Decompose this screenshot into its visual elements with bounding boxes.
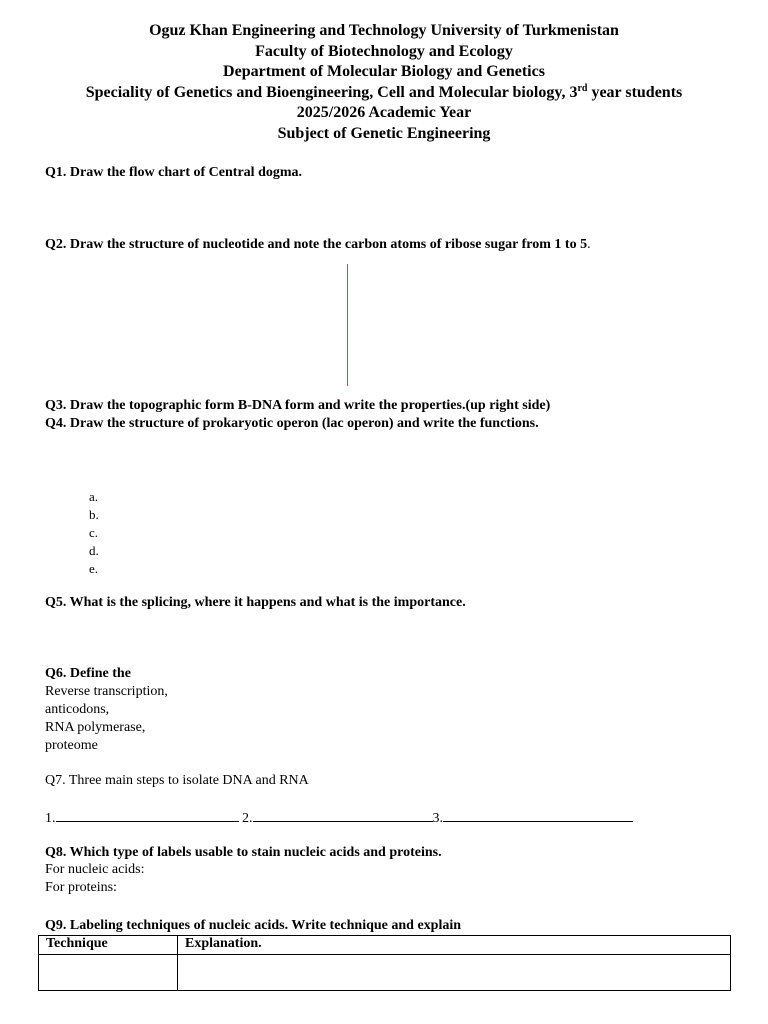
academic-year: 2025/2026 Academic Year xyxy=(296,104,472,122)
question-4-answer-list xyxy=(89,488,99,578)
question-3: Q3. Draw the topographic form B-DNA form and write the properties.(up right side) xyxy=(45,398,551,413)
question-2-period: . xyxy=(587,237,591,252)
answer-blank-3[interactable] xyxy=(443,809,633,822)
term-item: proteome xyxy=(45,738,98,753)
column-header-explanation: Explanation. xyxy=(178,936,731,955)
question-2 xyxy=(45,237,591,253)
department-name: Department of Molecular Biology and Genetics xyxy=(223,63,545,81)
question-6-terms xyxy=(45,683,168,755)
speciality-suffix: year students xyxy=(587,83,683,101)
labeling-techniques-table xyxy=(38,935,731,991)
question-8-nucleic-acids: For nucleic acids: xyxy=(45,862,145,877)
question-9: Q9. Labeling techniques of nucleic acids. Write technique and explain xyxy=(45,918,462,933)
question-2-text: Q2. Draw the structure of nucleotide and note the carbon atoms of ribose sugar from 1 to 5 xyxy=(45,237,588,252)
list-item: d. xyxy=(89,543,99,558)
explanation-cell[interactable] xyxy=(178,955,731,991)
question-7-blanks xyxy=(45,809,633,827)
speciality-line xyxy=(0,83,768,104)
column-header-technique: Technique xyxy=(39,936,178,955)
question-6: Q6. Define the xyxy=(45,666,131,681)
list-item: e. xyxy=(89,561,99,576)
blank-label-1: 1. xyxy=(45,811,56,826)
question-4: Q4. Draw the structure of prokaryotic operon (lac operon) and write the functions. xyxy=(45,416,539,431)
question-5: Q5. What is the splicing, where it happens and what is the importance. xyxy=(45,595,466,610)
term-item: Reverse transcription, xyxy=(45,684,168,699)
question-7: Q7. Three main steps to isolate DNA and RNA xyxy=(45,773,309,788)
technique-cell[interactable] xyxy=(39,955,178,991)
exam-header xyxy=(0,21,768,145)
blank-label-3: 3. xyxy=(432,811,443,826)
vertical-divider-line xyxy=(347,264,348,386)
question-8-proteins: For proteins: xyxy=(45,880,117,895)
answer-blank-1[interactable] xyxy=(56,809,239,822)
subject-title: Subject of Genetic Engineering xyxy=(277,124,491,142)
list-item: b. xyxy=(89,507,99,522)
ordinal-suffix: rd xyxy=(577,82,588,94)
faculty-name: Faculty of Biotechnology and Ecology xyxy=(255,42,513,60)
university-name: Oguz Khan Engineering and Technology University of Turkmenistan xyxy=(149,22,619,39)
list-item: a. xyxy=(89,489,99,504)
question-8: Q8. Which type of labels usable to stain nucleic acids and proteins. xyxy=(45,845,442,860)
answer-blank-2[interactable] xyxy=(253,809,433,822)
speciality-prefix: Speciality of Genetics and Bioengineering, Cell and Molecular biology, 3 xyxy=(85,83,578,101)
term-item: RNA polymerase, xyxy=(45,720,146,735)
blank-label-2: 2. xyxy=(242,811,253,826)
question-1: Q1. Draw the flow chart of Central dogma. xyxy=(45,165,303,180)
table-row xyxy=(39,955,731,991)
table-header-row xyxy=(39,936,731,955)
term-item: anticodons, xyxy=(45,702,110,717)
list-item: c. xyxy=(89,525,99,540)
